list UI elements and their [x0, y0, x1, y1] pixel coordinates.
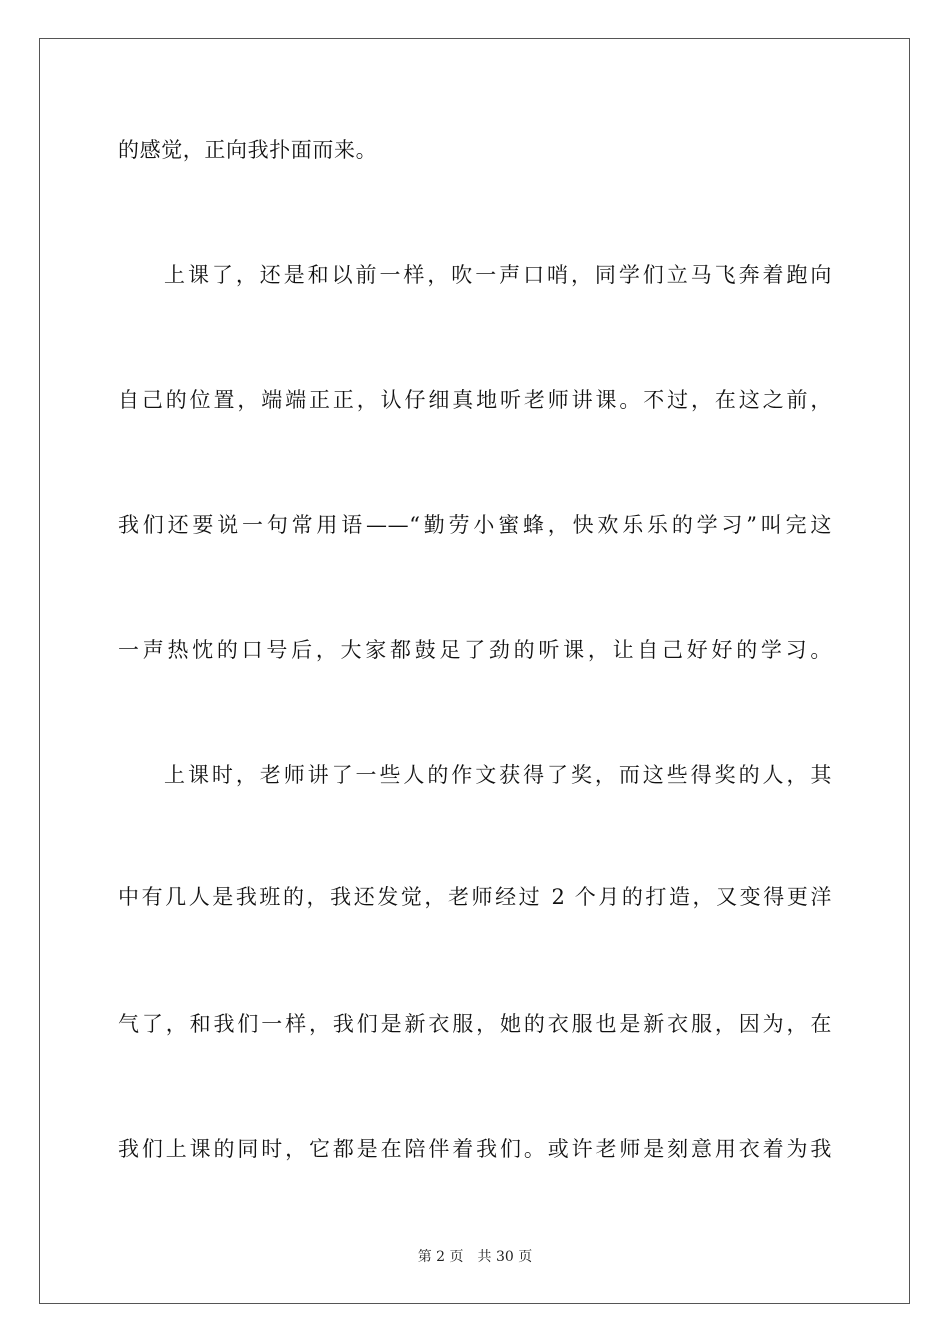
- page-number: 第 2 页: [417, 1249, 464, 1265]
- text-line: 我们上课的同时，它都是在陪伴着我们。或许老师是刻意用衣着为我: [118, 1137, 832, 1161]
- text-line: 我们还要说一句常用语——“勤劳小蜜蜂，快欢乐乐的学习”叫完这: [118, 513, 832, 537]
- text-line: 气了，和我们一样，我们是新衣服，她的衣服也是新衣服，因为，在: [118, 1012, 832, 1036]
- text-line: 中有几人是我班的，我还发觉，老师经过 2 个月的打造，又变得更洋: [118, 885, 832, 909]
- text-line: 的感觉，正向我扑面而来。: [118, 138, 378, 162]
- page-total: 共 30 页: [477, 1249, 533, 1265]
- page-border: [39, 38, 910, 1304]
- page-footer: [0, 1248, 950, 1266]
- text-line: 一声热忱的口号后，大家都鼓足了劲的听课，让自己好好的学习。: [118, 638, 832, 662]
- text-line: 上课时，老师讲了一些人的作文获得了奖，而这些得奖的人，其: [164, 763, 832, 787]
- text-line: 自己的位置，端端正正，认仔细真地听老师讲课。不过，在这之前，: [118, 388, 832, 412]
- text-line: 上课了，还是和以前一样，吹一声口哨，同学们立马飞奔着跑向: [164, 263, 832, 287]
